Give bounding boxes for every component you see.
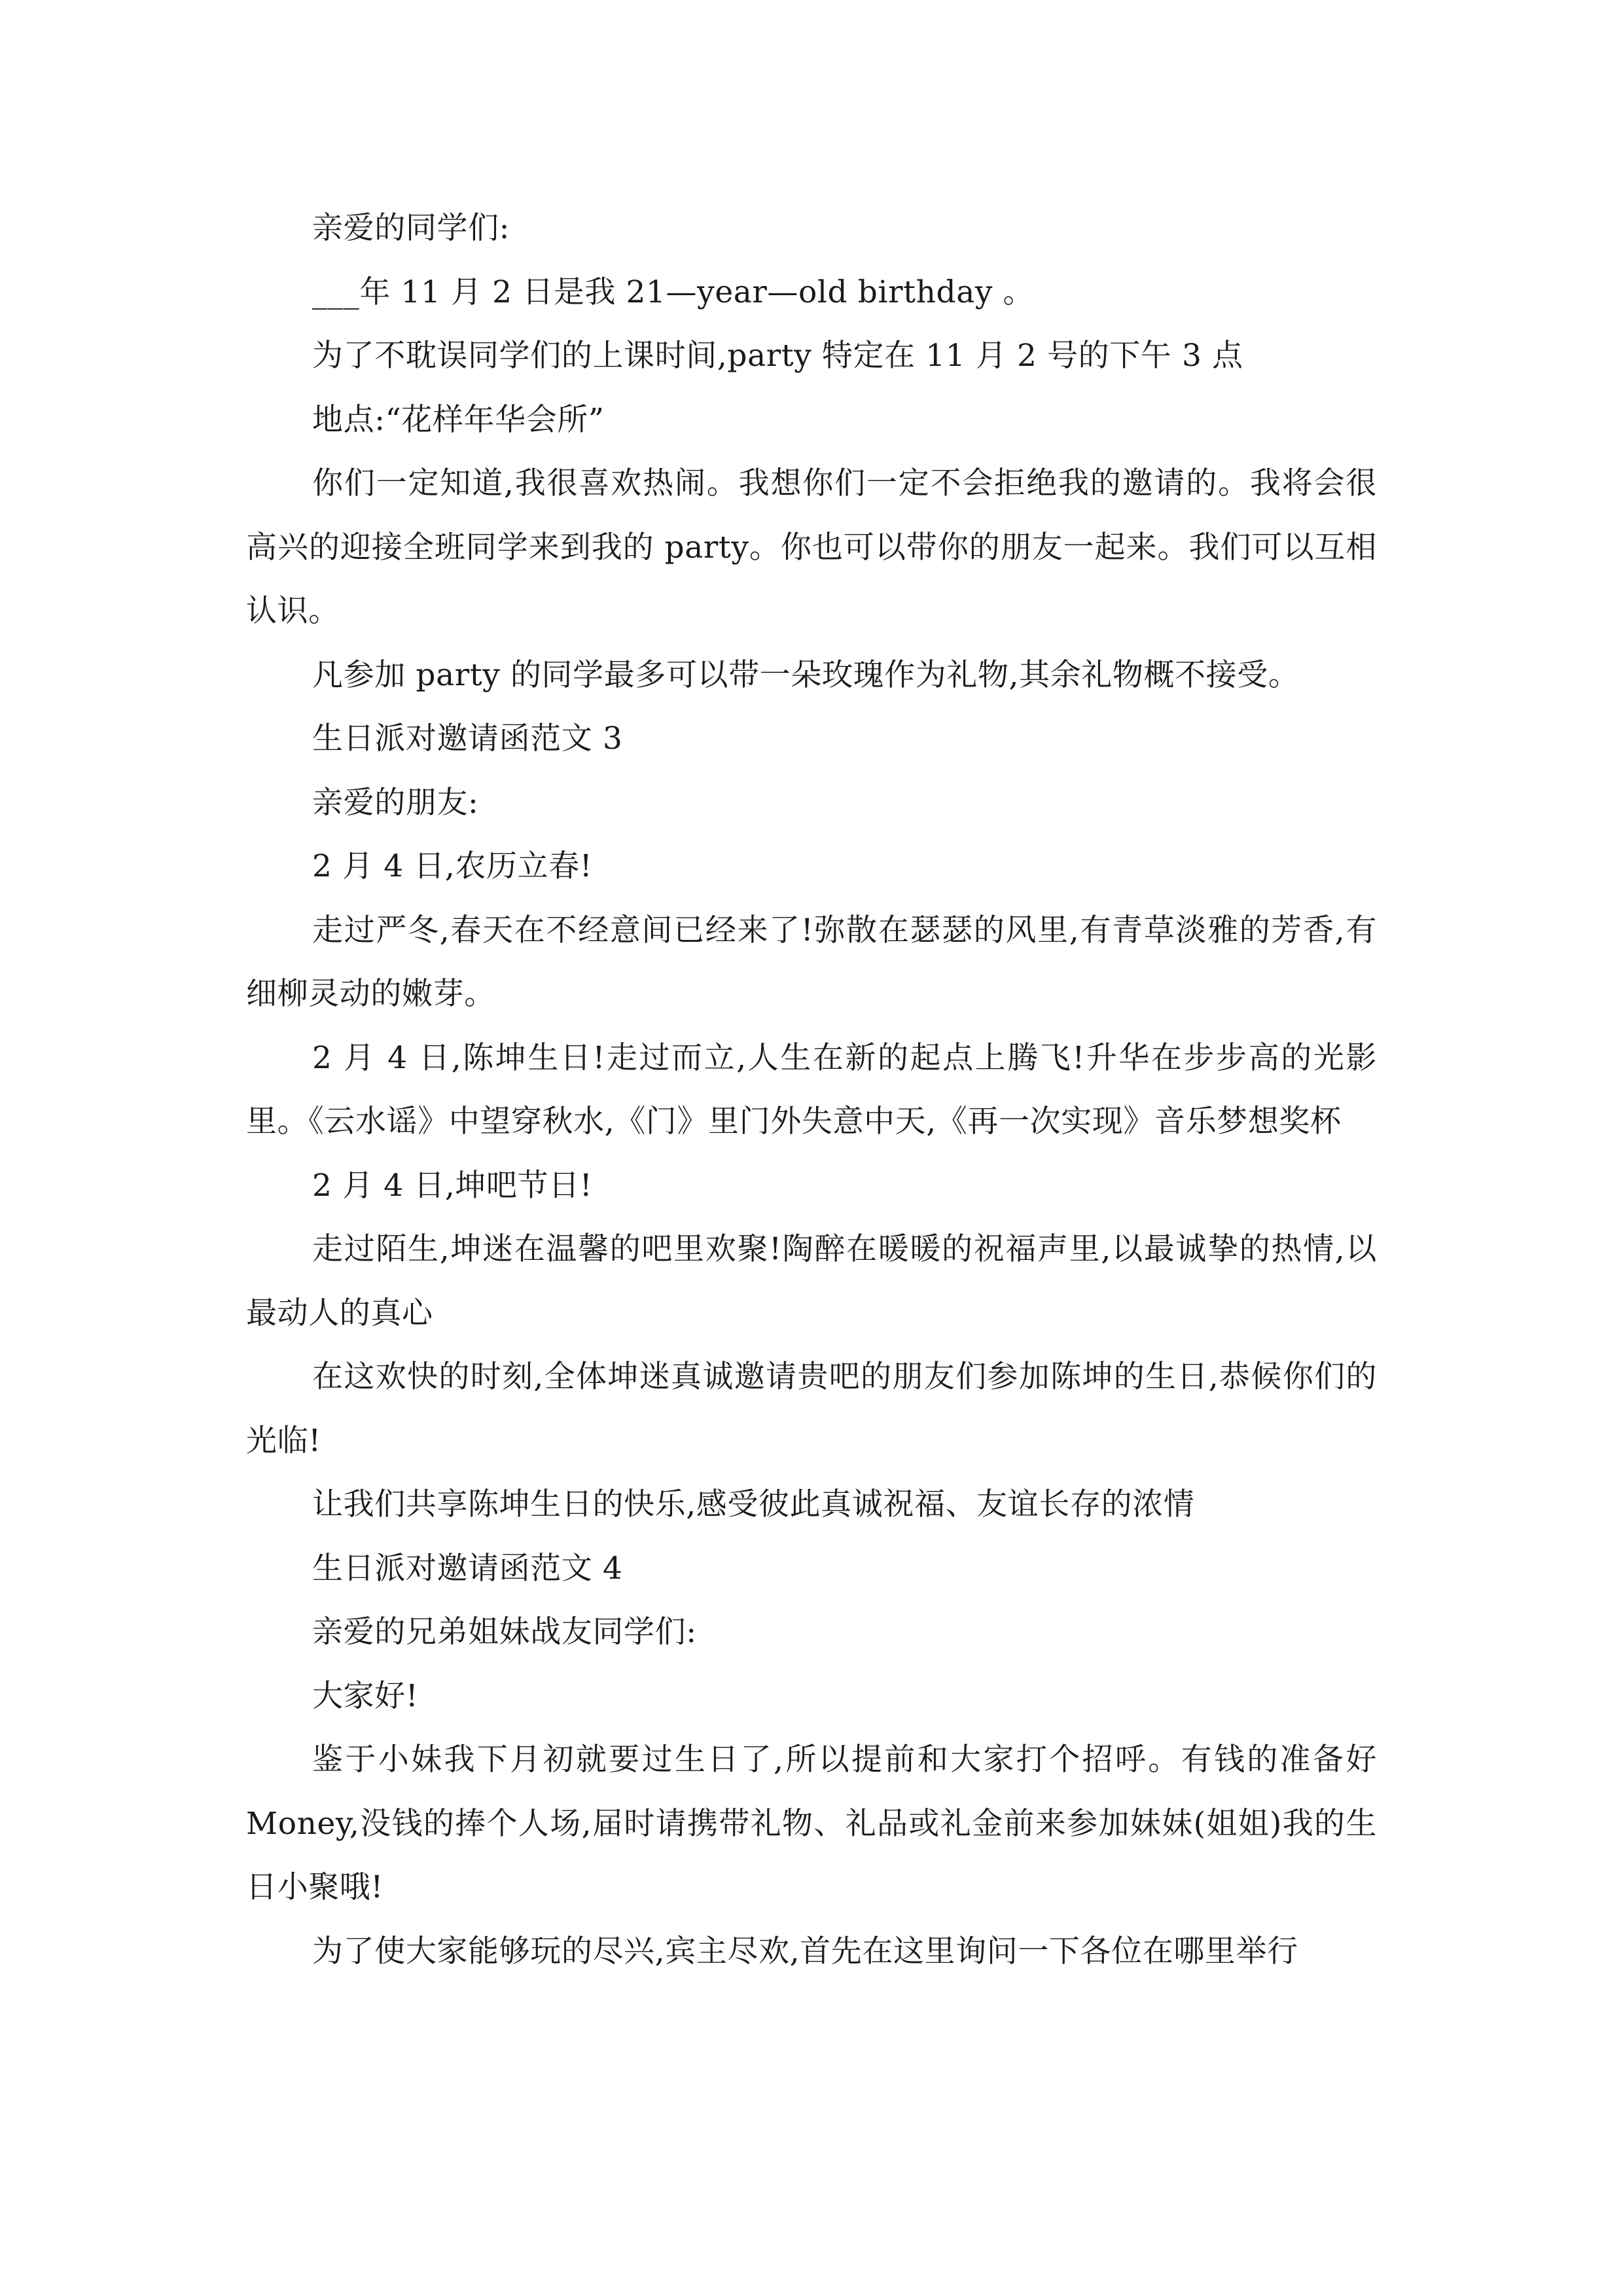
party-time-line: 为了不耽误同学们的上课时间,party 特定在 11 月 2 号的下午 3 点 — [312, 338, 1243, 374]
fans-paragraph: 走过陌生,坤迷在温馨的吧里欢聚!陶醉在暖暖的祝福声里,以最诚挚的热情,以最动人的真心 — [246, 1231, 1377, 1331]
salutation-friends: 亲爱的朋友: — [312, 784, 479, 821]
notice-paragraph: 鉴于小妹我下月初就要过生日了,所以提前和大家打个招呼。有钱的准备好 Money,没钱的捧个人场,届时请携带礼物、礼品或礼金前来参加妹妹(姐姐)我的生日小聚哦! — [246, 1742, 1377, 1905]
birthday-paragraph: 2 月 4 日,陈坤生日!走过而立,人生在新的起点上腾飞!升华在步步高的光影里。《云水谣》中望穿秋水,《门》里门外失意中天,《再一次实现》音乐梦想奖杯 — [246, 1039, 1377, 1139]
party-location-line: 地点:“花样年华会所” — [312, 401, 605, 438]
salutation-classmates: 亲爱的同学们: — [312, 210, 510, 246]
section-heading-3: 生日派对邀请函范文 3 — [312, 721, 623, 757]
salutation-siblings: 亲爱的兄弟姐妹战友同学们: — [312, 1614, 697, 1650]
spring-paragraph: 走过严冬,春天在不经意间已经来了!弥散在瑟瑟的风里,有青草淡雅的芳香,有细柳灵动的嫩芽。 — [246, 912, 1377, 1012]
body-text — [246, 196, 1377, 1983]
date-spring-line: 2 月 4 日,农历立春! — [312, 848, 593, 884]
section-heading-4: 生日派对邀请函范文 4 — [312, 1550, 623, 1587]
invite-fans-paragraph: 在这欢快的时刻,全体坤迷真诚邀请贵吧的朋友们参加陈坤的生日,恭候你们的光临! — [246, 1359, 1377, 1459]
venue-question-paragraph: 为了使大家能够玩的尽兴,宾主尽欢,首先在这里询问一下各位在哪里举行 — [312, 1933, 1298, 1969]
festival-line: 2 月 4 日,坤吧节日! — [312, 1167, 593, 1204]
birthday-date-line: ___年 11 月 2 日是我 21—year—old birthday 。 — [312, 274, 1035, 310]
share-joy-paragraph: 让我们共享陈坤生日的快乐,感受彼此真诚祝福、友谊长存的浓情 — [312, 1486, 1195, 1522]
gift-rule-paragraph: 凡参加 party 的同学最多可以带一朵玫瑰作为礼物,其余礼物概不接受。 — [312, 656, 1300, 693]
invitation-paragraph: 你们一定知道,我很喜欢热闹。我想你们一定不会拒绝我的邀请的。我将会很高兴的迎接全班同学来到我的 party。你也可以带你的朋友一起来。我们可以互相认识。 — [246, 465, 1377, 629]
greeting-line: 大家好! — [312, 1677, 419, 1714]
